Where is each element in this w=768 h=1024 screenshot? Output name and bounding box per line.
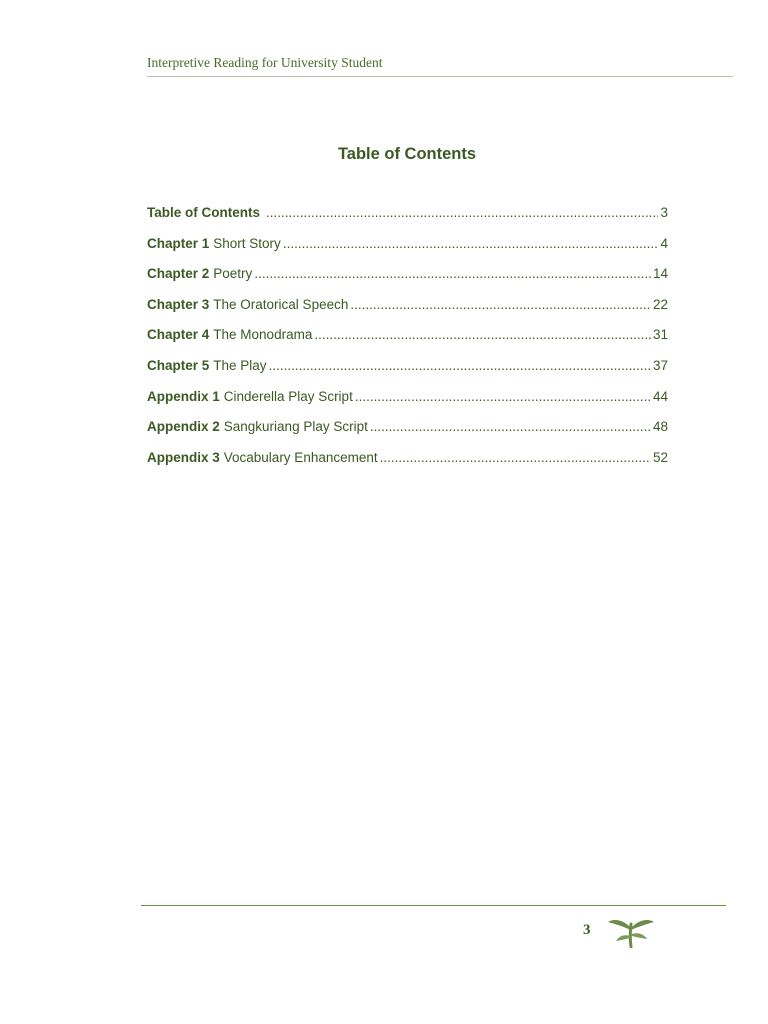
toc-entry-page: 4 [660, 235, 668, 251]
toc-entry-chapter-1[interactable] [147, 236, 668, 267]
toc-entry-label: Appendix 2 [147, 419, 220, 435]
running-header: Interpretive Reading for University Student [147, 55, 383, 70]
toc-entry-table-of-contents[interactable] [147, 205, 668, 236]
toc-entry-chapter-3[interactable] [147, 297, 668, 328]
toc-entry-title: Cinderella Play Script [223, 388, 353, 404]
page-number: 3 [583, 922, 591, 938]
toc-entry-label: Appendix 3 [147, 449, 220, 465]
toc-entry-label: Table of Contents [147, 205, 260, 220]
sprout-icon [607, 914, 655, 948]
toc-entry-page: 48 [652, 419, 668, 435]
toc-entry-title: The Play [213, 357, 267, 373]
toc-dot-leader [266, 205, 658, 220]
toc-dot-leader [283, 236, 659, 251]
toc-entry-page: 22 [652, 296, 668, 312]
toc-dot-leader [350, 297, 651, 312]
header-rule [147, 76, 733, 77]
toc-entry-title: The Monodrama [213, 327, 313, 343]
toc-dot-leader [254, 266, 651, 281]
footer-rule [141, 905, 726, 906]
toc-entry-label: Chapter 3 [147, 296, 210, 312]
toc-dot-leader [355, 389, 651, 404]
toc-entry-appendix-1[interactable] [147, 389, 668, 420]
toc-title: Table of Contents [337, 145, 477, 163]
toc-entry-chapter-5[interactable] [147, 358, 668, 389]
toc-dot-leader [370, 419, 651, 434]
toc-entry-title: Vocabulary Enhancement [223, 449, 378, 465]
toc-dot-leader [269, 358, 651, 373]
toc-entry-label: Appendix 1 [147, 388, 220, 404]
toc-entry-label: Chapter 2 [147, 266, 210, 282]
toc-entry-label: Chapter 1 [147, 235, 210, 251]
toc-dot-leader [314, 327, 651, 342]
toc-entry-page: 31 [652, 327, 668, 343]
toc-entry-chapter-2[interactable] [147, 266, 668, 297]
toc-entry-chapter-4[interactable] [147, 327, 668, 358]
toc-entry-label: Chapter 4 [147, 327, 210, 343]
toc-entry-page: 52 [652, 449, 668, 465]
toc-dot-leader [380, 450, 651, 465]
toc-list [147, 205, 668, 480]
toc-entry-page: 3 [660, 205, 668, 220]
toc-entry-page: 44 [652, 388, 668, 404]
toc-entry-page: 37 [652, 357, 668, 373]
toc-entry-title: Poetry [213, 266, 253, 282]
toc-entry-title: Sangkuriang Play Script [223, 419, 368, 435]
toc-entry-page: 14 [652, 266, 668, 282]
toc-entry-label: Chapter 5 [147, 357, 210, 373]
toc-entry-appendix-2[interactable] [147, 419, 668, 450]
toc-entry-appendix-3[interactable] [147, 450, 668, 481]
toc-entry-title: Short Story [213, 235, 281, 251]
toc-entry-title: The Oratorical Speech [213, 296, 349, 312]
